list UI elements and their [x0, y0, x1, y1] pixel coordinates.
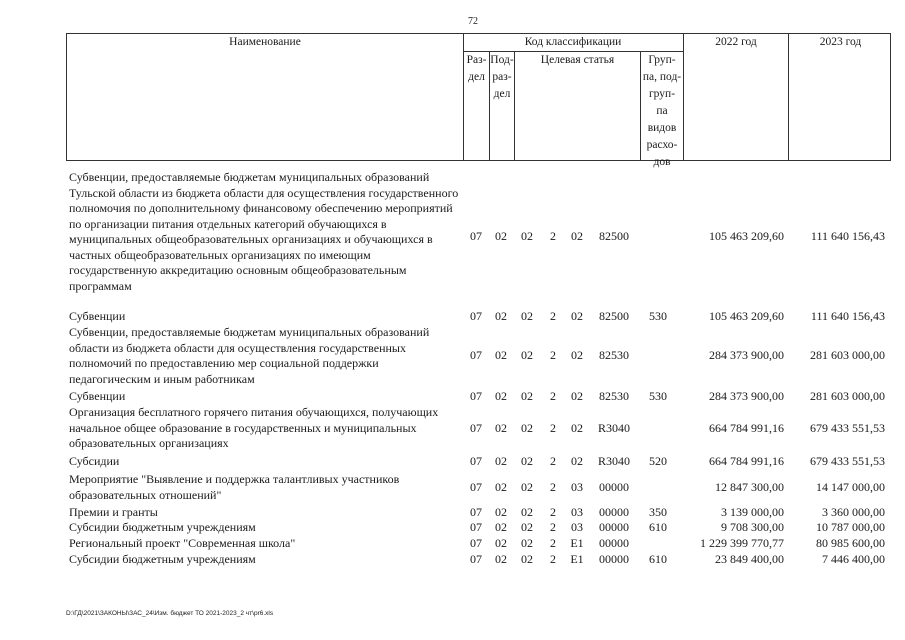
- row-amount-2022: 105 463 209,60: [709, 309, 784, 323]
- row-name: Премии и гранты: [69, 505, 158, 519]
- row-amount-2023: 281 603 000,00: [810, 348, 885, 362]
- table-row: [0, 325, 905, 387]
- row-group: 350: [649, 505, 667, 519]
- row-name: Организация бесплатного горячего питания обучающихся, получающих начальное общее образование в государственных и муниципальных образовательных организациях: [69, 405, 439, 450]
- row-target-part1: 02: [521, 479, 533, 494]
- row-target-part4: 82500: [599, 229, 629, 243]
- row-target-part1: 02: [521, 536, 533, 550]
- row-target-part4: 00000: [599, 479, 629, 494]
- row-amount-2023: 679 433 551,53: [810, 420, 885, 435]
- row-target-part4: 00000: [599, 520, 629, 534]
- row-name: Субвенции, предоставляемые бюджетам муниципальных образований Тульской области из бюджета области для осуществления государственного полномочия по дополнительному финансовому обеспечению мероприятий по организации питания отдельных категорий обучающихся в муниципальных общеобразовательных организациях и обучающихся в частных общеобразовательных организациях по имеющим государственную аккредитацию основным общеобразовательным программам: [69, 170, 459, 293]
- table-row: [0, 472, 905, 503]
- header-podrazdel: Под- раз- дел: [490, 54, 514, 100]
- row-amount-2023: 679 433 551,53: [810, 454, 885, 468]
- row-podrazdel: 02: [495, 479, 507, 494]
- row-target-part2: 2: [550, 552, 556, 566]
- table-row: [0, 309, 905, 325]
- row-target-part3: 02: [571, 348, 583, 362]
- row-razdel: 07: [470, 552, 482, 566]
- header-target: Целевая статья: [540, 54, 615, 66]
- row-target-part2: 2: [550, 348, 556, 362]
- row-group: 530: [649, 309, 667, 323]
- row-target-part3: 02: [571, 420, 583, 435]
- row-target-part4: 82530: [599, 348, 629, 362]
- header-name: Наименование: [229, 36, 301, 48]
- row-razdel: 07: [470, 454, 482, 468]
- row-amount-2022: 3 139 000,00: [721, 505, 784, 519]
- row-amount-2022: 664 784 991,16: [709, 420, 784, 435]
- page-number: 72: [468, 16, 478, 27]
- row-target-part3: 03: [571, 479, 583, 494]
- row-amount-2023: 111 640 156,43: [810, 229, 885, 243]
- row-group: 530: [649, 389, 667, 403]
- row-target-part1: 02: [521, 454, 533, 468]
- row-podrazdel: 02: [495, 536, 507, 550]
- row-podrazdel: 02: [495, 309, 507, 323]
- row-podrazdel: 02: [495, 454, 507, 468]
- row-name: Субвенции: [69, 309, 126, 323]
- row-group: 610: [649, 552, 667, 566]
- table-header: [66, 33, 891, 168]
- row-target-part3: 03: [571, 520, 583, 534]
- table-row: [0, 505, 905, 521]
- row-target-part3: 02: [571, 229, 583, 243]
- row-name: Региональный проект "Современная школа": [69, 536, 296, 550]
- table-row: [0, 552, 905, 568]
- row-podrazdel: 02: [495, 520, 507, 534]
- row-razdel: 07: [470, 309, 482, 323]
- row-amount-2022: 664 784 991,16: [709, 454, 784, 468]
- row-target-part1: 02: [521, 389, 533, 403]
- row-amount-2022: 12 847 300,00: [715, 479, 784, 494]
- row-target-part1: 02: [521, 229, 533, 243]
- row-target-part3: 02: [571, 454, 583, 468]
- row-target-part1: 02: [521, 309, 533, 323]
- row-target-part2: 2: [550, 520, 556, 534]
- row-amount-2022: 1 229 399 770,77: [700, 536, 784, 550]
- row-name: Субсидии: [69, 454, 120, 468]
- row-target-part1: 02: [521, 552, 533, 566]
- row-target-part3: E1: [570, 552, 584, 566]
- row-target-part1: 02: [521, 420, 533, 435]
- row-amount-2022: 284 373 900,00: [709, 389, 784, 403]
- row-target-part2: 2: [550, 229, 556, 243]
- row-podrazdel: 02: [495, 389, 507, 403]
- row-target-part3: 02: [571, 309, 583, 323]
- row-amount-2022: 23 849 400,00: [715, 552, 784, 566]
- row-name: Субсидии бюджетным учреждениям: [69, 520, 256, 534]
- row-amount-2022: 105 463 209,60: [709, 229, 784, 243]
- row-razdel: 07: [470, 479, 482, 494]
- row-name: Субсидии бюджетным учреждениям: [69, 552, 256, 566]
- header-group: Груп- па, под- груп- па видов расхо- дов: [642, 54, 682, 168]
- row-target-part2: 2: [550, 389, 556, 403]
- row-target-part4: 82530: [599, 389, 629, 403]
- header-razdel: Раз- дел: [466, 54, 487, 83]
- row-target-part1: 02: [521, 348, 533, 362]
- row-group: 520: [649, 454, 667, 468]
- row-target-part4: 82500: [599, 309, 629, 323]
- row-target-part1: 02: [521, 505, 533, 519]
- file-path-footer: D:\ГД\2021\ЗАКОНЫ\ЗАС_24\Изм. бюджет ТО 2021-2023_2 чт\pr6.xls: [66, 610, 274, 617]
- header-year-2023: 2023 год: [819, 36, 862, 48]
- row-target-part3: E1: [570, 536, 584, 550]
- row-razdel: 07: [470, 536, 482, 550]
- table-row: [0, 389, 905, 405]
- row-razdel: 07: [470, 505, 482, 519]
- header-code: Код классификации: [524, 36, 622, 48]
- row-target-part2: 2: [550, 454, 556, 468]
- row-amount-2022: 284 373 900,00: [709, 348, 784, 362]
- row-podrazdel: 02: [495, 229, 507, 243]
- row-name: Субвенции, предоставляемые бюджетам муниципальных образований области из бюджета области для осуществления государственных полномочий по предоставлению мер социальной поддержки педагогическим и иным работникам: [69, 325, 430, 386]
- row-amount-2023: 14 147 000,00: [816, 479, 885, 494]
- table-row: [0, 405, 905, 452]
- row-name: Субвенции: [69, 389, 126, 403]
- table-row: [0, 536, 905, 552]
- table-row: [0, 454, 905, 470]
- row-target-part4: 00000: [599, 536, 629, 550]
- header-year-2022: 2022 год: [715, 36, 757, 48]
- row-podrazdel: 02: [495, 505, 507, 519]
- row-amount-2022: 9 708 300,00: [721, 520, 784, 534]
- row-target-part2: 2: [550, 479, 556, 494]
- row-target-part1: 02: [521, 520, 533, 534]
- row-target-part2: 2: [550, 309, 556, 323]
- row-target-part4: 00000: [599, 505, 629, 519]
- row-amount-2023: 7 446 400,00: [822, 552, 885, 566]
- row-target-part2: 2: [550, 505, 556, 519]
- row-podrazdel: 02: [495, 552, 507, 566]
- table-row: [0, 520, 905, 536]
- row-amount-2023: 281 603 000,00: [810, 389, 885, 403]
- row-razdel: 07: [470, 520, 482, 534]
- row-amount-2023: 3 360 000,00: [822, 505, 885, 519]
- row-podrazdel: 02: [495, 420, 507, 435]
- row-target-part4: 00000: [599, 552, 629, 566]
- row-target-part3: 02: [571, 389, 583, 403]
- row-name: Мероприятие "Выявление и поддержка талантливых участников образовательных отношений": [69, 472, 400, 502]
- row-podrazdel: 02: [495, 348, 507, 362]
- table-row: [0, 170, 905, 304]
- row-target-part4: R3040: [597, 420, 630, 435]
- row-target-part4: R3040: [597, 454, 630, 468]
- row-razdel: 07: [470, 348, 482, 362]
- row-razdel: 07: [470, 229, 482, 243]
- row-target-part2: 2: [550, 536, 556, 550]
- row-amount-2023: 80 985 600,00: [816, 536, 885, 550]
- row-target-part2: 2: [550, 420, 556, 435]
- row-amount-2023: 10 787 000,00: [816, 520, 885, 534]
- row-group: 610: [649, 520, 667, 534]
- row-razdel: 07: [470, 420, 482, 435]
- row-target-part3: 03: [571, 505, 583, 519]
- row-razdel: 07: [470, 389, 482, 403]
- row-amount-2023: 111 640 156,43: [810, 309, 885, 323]
